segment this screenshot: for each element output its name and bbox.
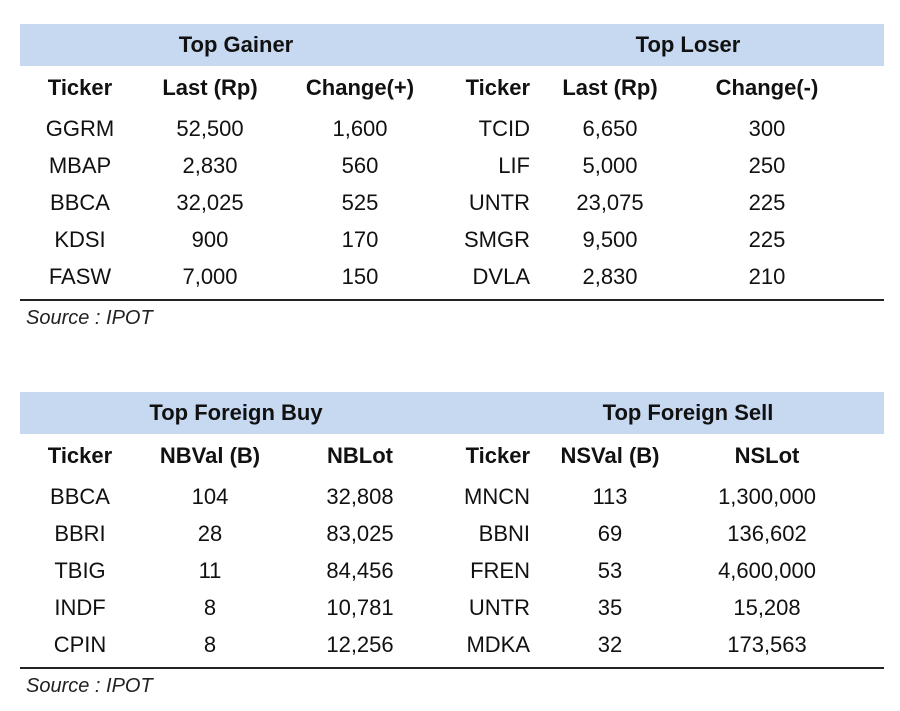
top-gainer-title: Top Gainer: [178, 32, 294, 57]
top-foreign-buy-title: Top Foreign Buy: [149, 400, 323, 425]
table-bottom-rule: [20, 667, 884, 669]
table-row: [20, 478, 884, 515]
column-header: NSVal (B): [560, 443, 660, 468]
column-header: Last (Rp): [162, 75, 258, 100]
value-cell: 32: [597, 631, 623, 657]
change-cell: 525: [341, 189, 379, 215]
table-row: [20, 184, 884, 221]
change-cell: 300: [748, 115, 786, 141]
column-header: Ticker: [47, 443, 113, 468]
table-row: [20, 626, 884, 663]
table-header-row: [20, 434, 884, 478]
table-group-header: [20, 24, 884, 66]
ticker-cell: TBIG: [54, 557, 106, 583]
last-price-cell: 5,000: [582, 152, 638, 178]
ticker-cell: UNTR: [468, 594, 530, 620]
change-cell: 225: [748, 226, 786, 252]
lot-cell: 4,600,000: [718, 557, 816, 583]
value-cell: 53: [597, 557, 623, 583]
value-cell: 113: [592, 483, 628, 509]
top-foreign-buy-sell-table: [20, 392, 884, 698]
top-loser-title: Top Loser: [635, 32, 741, 57]
table-row: [20, 110, 884, 147]
table-row: [20, 147, 884, 184]
change-cell: 210: [748, 263, 786, 289]
table-group-header: [20, 392, 884, 434]
value-cell: 28: [197, 520, 223, 546]
change-cell: 225: [748, 189, 786, 215]
column-header: Change(+): [305, 75, 415, 100]
ticker-cell: MNCN: [464, 483, 530, 509]
column-header: NSLot: [734, 443, 800, 468]
last-price-cell: 32,025: [176, 189, 244, 215]
column-header: Ticker: [465, 75, 530, 100]
ticker-cell: DVLA: [472, 263, 530, 289]
change-cell: 150: [341, 263, 379, 289]
last-price-cell: 9,500: [582, 226, 638, 252]
value-cell: 8: [203, 594, 217, 620]
ticker-cell: BBCA: [50, 189, 110, 215]
ticker-cell: INDF: [54, 594, 106, 620]
ticker-cell: UNTR: [468, 189, 530, 215]
ticker-cell: SMGR: [464, 226, 530, 252]
last-price-cell: 2,830: [582, 263, 638, 289]
table-row: [20, 552, 884, 589]
source-note: Source : IPOT: [26, 675, 153, 697]
lot-cell: 10,781: [326, 594, 394, 620]
value-cell: 69: [597, 520, 623, 546]
lot-cell: 1,300,000: [718, 483, 816, 509]
lot-cell: 84,456: [326, 557, 394, 583]
lot-cell: 136,602: [727, 520, 807, 546]
table-bottom-rule: [20, 299, 884, 301]
lot-cell: 83,025: [326, 520, 394, 546]
value-cell: 35: [597, 594, 623, 620]
ticker-cell: CPIN: [53, 631, 107, 657]
lot-cell: 12,256: [326, 631, 394, 657]
ticker-cell: KDSI: [54, 226, 106, 252]
ticker-cell: MBAP: [48, 152, 112, 178]
lot-cell: 173,563: [727, 631, 807, 657]
change-cell: 1,600: [332, 115, 388, 141]
lot-cell: 15,208: [733, 594, 801, 620]
value-cell: 104: [191, 483, 229, 509]
change-cell: 250: [748, 152, 786, 178]
column-header: Change(-): [715, 75, 819, 100]
top-foreign-sell-title: Top Foreign Sell: [602, 400, 774, 425]
table-row: [20, 589, 884, 626]
last-price-cell: 52,500: [176, 115, 244, 141]
table-row: [20, 515, 884, 552]
change-cell: 170: [341, 226, 379, 252]
ticker-cell: FREN: [470, 557, 530, 583]
last-price-cell: 6,650: [582, 115, 638, 141]
source-note: Source : IPOT: [26, 307, 153, 329]
change-cell: 560: [341, 152, 379, 178]
ticker-cell: FASW: [48, 263, 112, 289]
ticker-cell: BBNI: [478, 520, 530, 546]
column-header: NBLot: [327, 443, 393, 468]
ticker-cell: GGRM: [45, 115, 115, 141]
top-gainer-loser-table: [20, 24, 884, 330]
value-cell: 8: [203, 631, 217, 657]
column-header: NBVal (B): [159, 443, 261, 468]
column-header: Ticker: [465, 443, 530, 468]
table-header-row: [20, 66, 884, 110]
ticker-cell: BBCA: [50, 483, 110, 509]
table-row: [20, 221, 884, 258]
column-header: Ticker: [47, 75, 113, 100]
ticker-cell: MDKA: [466, 631, 530, 657]
table-row: [20, 258, 884, 295]
last-price-cell: 900: [191, 226, 229, 252]
ticker-cell: BBRI: [54, 520, 106, 546]
last-price-cell: 7,000: [182, 263, 238, 289]
ticker-cell: LIF: [498, 152, 530, 178]
column-header: Last (Rp): [562, 75, 658, 100]
lot-cell: 32,808: [326, 483, 394, 509]
last-price-cell: 23,075: [576, 189, 644, 215]
value-cell: 11: [198, 557, 222, 583]
last-price-cell: 2,830: [182, 152, 238, 178]
ticker-cell: TCID: [478, 115, 530, 141]
